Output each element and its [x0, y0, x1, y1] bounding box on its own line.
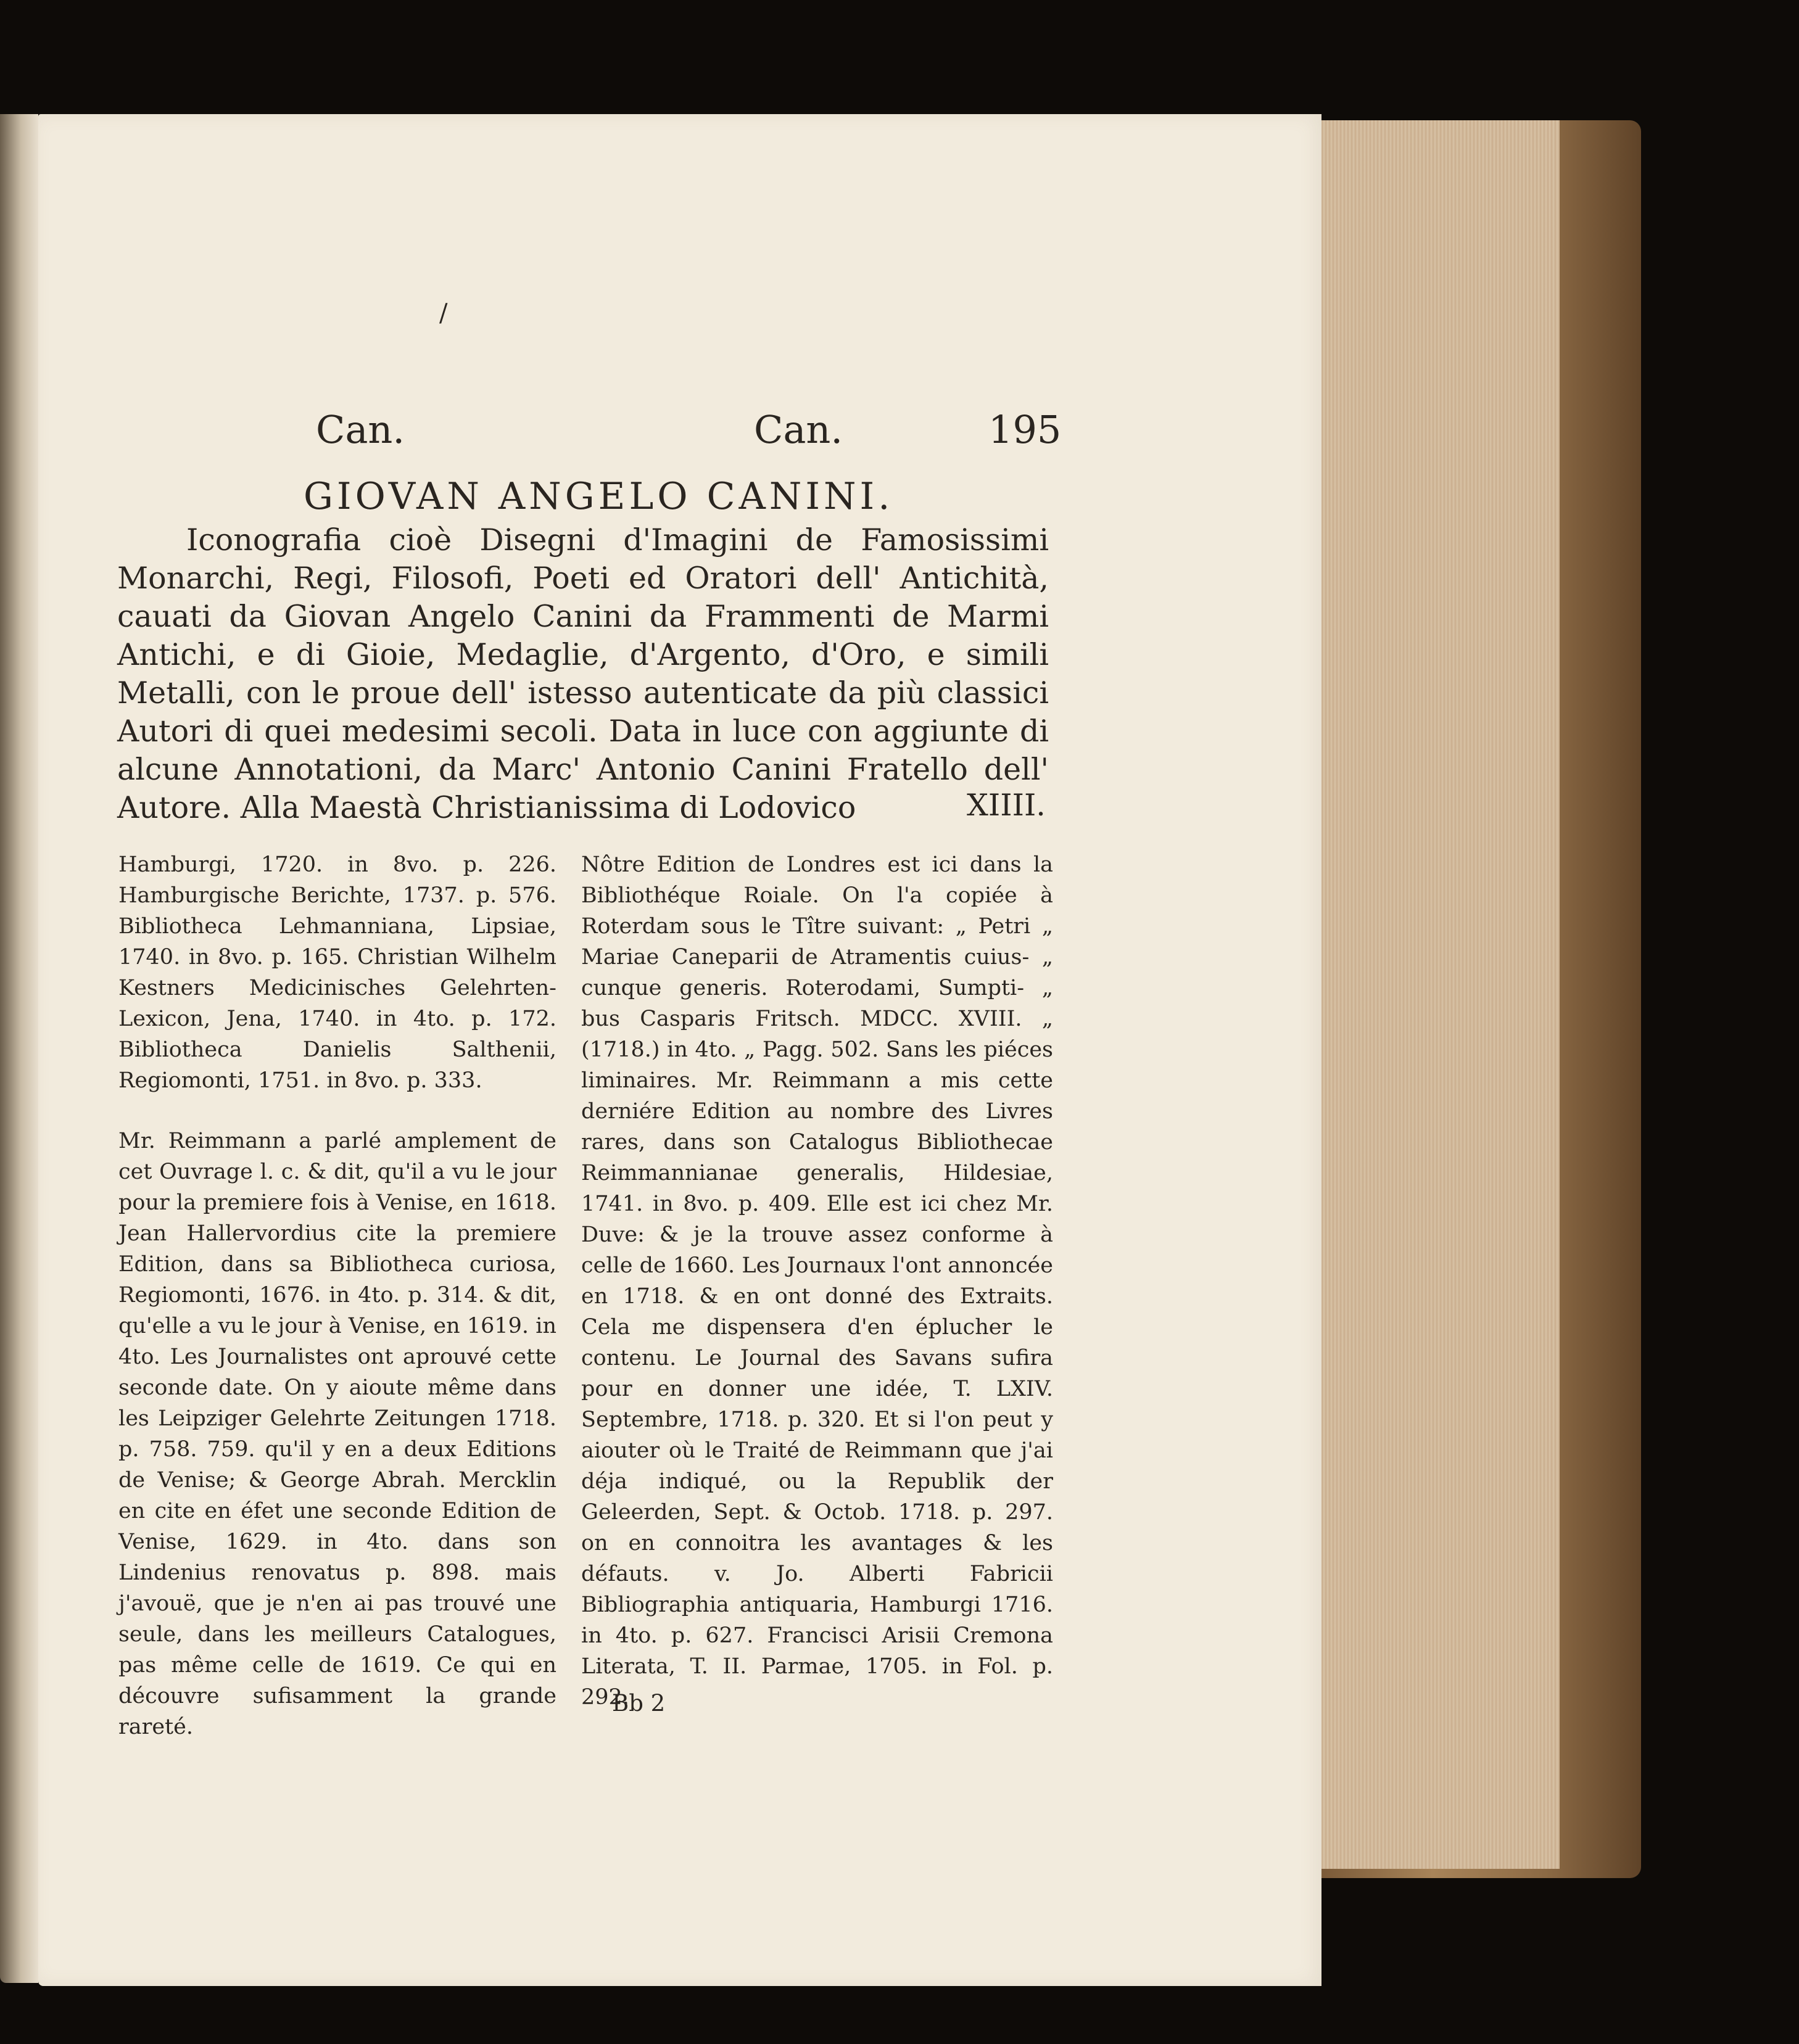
page-number: 195 — [988, 407, 1062, 452]
page-block-edges — [1293, 120, 1560, 1869]
left-column-paragraph: Mr. Reimmann a parlé amplement de cet Ouvrage l. c. & dit, qu'il a vu le jour pour la premiere fois à Venise, en 1618. Jean Hallervordius cite la premiere Edition, dans sa Bibliotheca curiosa, Regiomonti, 1676. in 4to. p. 314. & dit, qu'elle a vu le jour à Venise, en 1619. in 4to. Les Journalistes ont aprouvé cette seconde date. On y aioute même dans les Leipziger Gelehrte Zeitungen 1718. p. 758. 759. qu'il y en a deux Editions de Venise; & George Abrah. Mercklin en cite en éfet une seconde Edition de Venise, 1629. in 4to. dans son Lindenius renovatus p. 898. mais j'avouë, que je n'en ai pas trouvé une seule, dans les meilleurs Catalogues, pas même celle de 1619. Ce qui en découvre sufisamment la grande rareté. — [118, 1129, 556, 1739]
title-entry — [117, 521, 1049, 827]
title-text: Iconografia cioè Disegni d'Imagini de Famosissimi Monarchi, Regi, Filosofi, Poeti ed Oratori dell' Antichità, cauati da Giovan Angelo Canini da Frammenti de Marmi Antichi, e di Gioie, Medaglie, d'Argento, d'Oro, e simili Metalli, con le proue dell' istesso autenticate da più classici Autori di quei medesimi secoli. Data in luce con aggiunte di alcune Annotationi, da Marc' Antonio Canini Fratello dell' Autore. Alla Maestà Christianissima di Lodovico — [117, 522, 1049, 825]
title-end: XIIII. — [967, 788, 1046, 823]
signature-mark: Bb 2 — [612, 1690, 666, 1716]
author-heading: GIOVAN ANGELO CANINI. — [304, 475, 894, 518]
running-head-left: Can. — [316, 407, 405, 452]
right-column-paragraph: Nôtre Edition de Londres est ici dans la Bibliothéque Roiale. On l'a copiée à Roterdam sous le Tître suivant: „ Petri „ Mariae Caneparii de Atramentis cuius- „ cunque generis. Roterodami, Sumpti- „ bus Casparis Fritsch. MDCC. XVIII. „ (1718.) in 4to. „ Pagg. 502. Sans les piéces liminaires. Mr. Reimmann a mis cette derniére Edition au nombre des Livres rares, dans son Catalogus Bibliothecae Reimmannianae generalis, Hildesiae, 1741. in 8vo. p. 409. Elle est ici chez Mr. Duve: & je la trouve assez conforme à celle de 1660. Les Journaux l'ont annoncée en 1718. & en ont donné des Extraits. Cela me dispensera d'en éplucher le contenu. Le Journal des Savans sufira pour en donner une idée, T. LXIV. Septembre, 1718. p. 320. Et si l'on peut y aiouter où le Traité de Reimmann que j'ai déja indiqué, ou la Republik der Geleerden, Sept. & Octob. 1718. p. 297. on en connoitra les avantages & les défauts. v. Jo. Alberti Fabricii Bibliographia antiquaria, Hamburgi 1716. in 4to. p. 627. Francisci Arisii Cremona Literata, T. II. Parmae, 1705. in Fol. p. 292. — [581, 852, 1053, 1710]
book-page — [38, 114, 1321, 1986]
running-head-center: Can. — [754, 407, 843, 452]
left-column-references: Hamburgi, 1720. in 8vo. p. 226. Hamburgische Berichte, 1737. p. 576. Bibliotheca Lehmanniana, Lipsiae, 1740. in 8vo. p. 165. Christian Wilhelm Kestners Medicinisches Gelehrten-Lexicon, Jena, 1740. in 4to. p. 172. Bibliotheca Danielis Salthenii, Regiomonti, 1751. in 8vo. p. 333. — [118, 852, 556, 1093]
facing-page-edge — [0, 114, 38, 1983]
stray-ink-mark: / — [439, 299, 448, 328]
